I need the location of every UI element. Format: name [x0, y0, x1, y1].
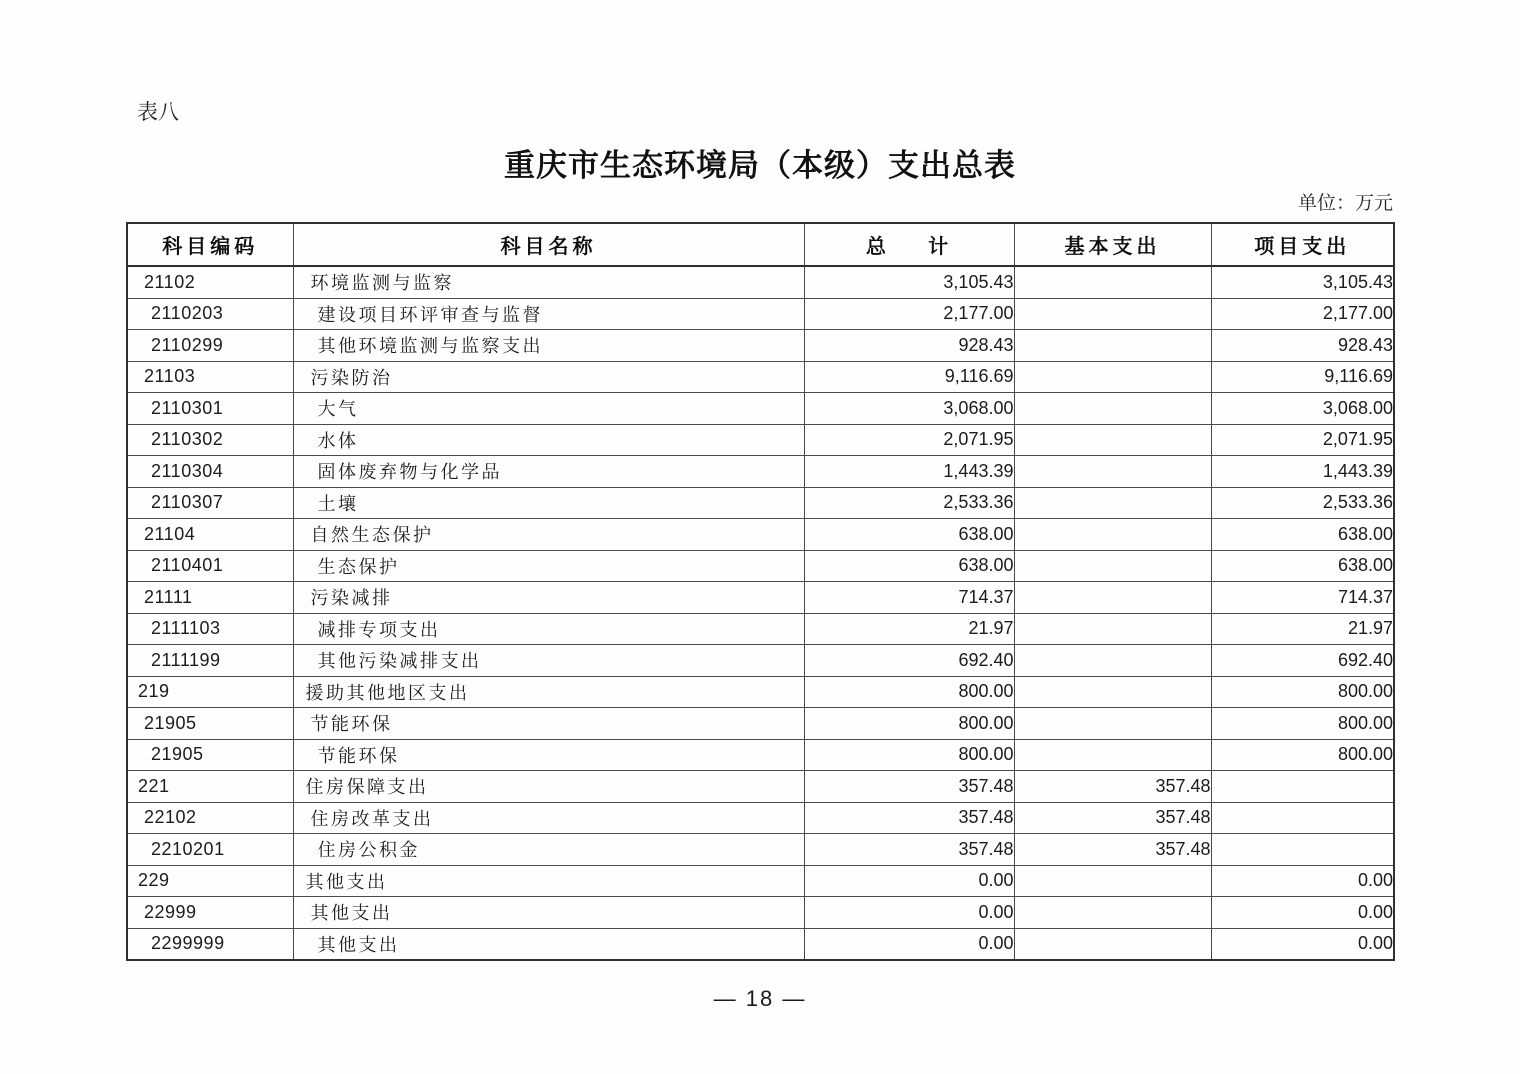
total-value-cell: 2,533.36	[804, 487, 1014, 519]
project-value-cell	[1211, 771, 1394, 803]
table-row	[127, 676, 1394, 708]
basic-value-cell	[1014, 550, 1211, 582]
table-row	[127, 739, 1394, 771]
basic-value-cell	[1014, 330, 1211, 362]
subject-code-cell: 2110203	[127, 298, 293, 330]
total-value-cell: 357.48	[804, 771, 1014, 803]
project-value-cell: 21.97	[1211, 613, 1394, 645]
subject-name-cell: 减排专项支出	[293, 613, 804, 645]
project-value-cell: 3,068.00	[1211, 393, 1394, 425]
project-value-cell: 2,177.00	[1211, 298, 1394, 330]
col-header-basic-expense: 基本支出	[1014, 223, 1211, 266]
subject-code-cell: 21905	[127, 739, 293, 771]
col-header-subject-name: 科目名称	[293, 223, 804, 266]
table-number-label: 表八	[137, 100, 179, 124]
basic-value-cell	[1014, 519, 1211, 551]
total-value-cell: 0.00	[804, 897, 1014, 929]
basic-value-cell	[1014, 676, 1211, 708]
table-row	[127, 456, 1394, 488]
total-value-cell: 714.37	[804, 582, 1014, 614]
basic-value-cell	[1014, 456, 1211, 488]
project-value-cell: 638.00	[1211, 550, 1394, 582]
table-row	[127, 865, 1394, 897]
table-row	[127, 834, 1394, 866]
table-row	[127, 613, 1394, 645]
subject-name-cell: 其他污染减排支出	[293, 645, 804, 677]
basic-value-cell: 357.48	[1014, 802, 1211, 834]
subject-name-cell: 援助其他地区支出	[293, 676, 804, 708]
total-value-cell: 9,116.69	[804, 361, 1014, 393]
table-row	[127, 550, 1394, 582]
subject-name-cell: 其他支出	[293, 928, 804, 960]
total-value-cell: 357.48	[804, 834, 1014, 866]
total-value-cell: 2,071.95	[804, 424, 1014, 456]
unit-note: 单位：万元	[1297, 193, 1393, 214]
total-value-cell: 0.00	[804, 865, 1014, 897]
subject-name-cell: 其他支出	[293, 865, 804, 897]
project-value-cell: 1,443.39	[1211, 456, 1394, 488]
table-row	[127, 330, 1394, 362]
total-value-cell: 3,105.43	[804, 266, 1014, 298]
table-row	[127, 519, 1394, 551]
project-value-cell: 2,533.36	[1211, 487, 1394, 519]
project-value-cell: 0.00	[1211, 865, 1394, 897]
table-row	[127, 928, 1394, 960]
subject-name-cell: 建设项目环评审查与监督	[293, 298, 804, 330]
expenditure-table-container	[126, 222, 1393, 961]
subject-code-cell: 21103	[127, 361, 293, 393]
total-value-cell: 3,068.00	[804, 393, 1014, 425]
subject-name-cell: 节能环保	[293, 708, 804, 740]
subject-code-cell: 221	[127, 771, 293, 803]
table-row	[127, 771, 1394, 803]
table-row	[127, 897, 1394, 929]
subject-code-cell: 2299999	[127, 928, 293, 960]
basic-value-cell: 357.48	[1014, 834, 1211, 866]
total-value-cell: 928.43	[804, 330, 1014, 362]
basic-value-cell	[1014, 865, 1211, 897]
subject-name-cell: 生态保护	[293, 550, 804, 582]
project-value-cell: 0.00	[1211, 897, 1394, 929]
subject-name-cell: 节能环保	[293, 739, 804, 771]
subject-code-cell: 2210201	[127, 834, 293, 866]
basic-value-cell	[1014, 298, 1211, 330]
subject-code-cell: 2110302	[127, 424, 293, 456]
subject-name-cell: 其他支出	[293, 897, 804, 929]
subject-name-cell: 环境监测与监察	[293, 266, 804, 298]
total-value-cell: 2,177.00	[804, 298, 1014, 330]
basic-value-cell	[1014, 424, 1211, 456]
expenditure-table	[126, 222, 1395, 961]
project-value-cell: 692.40	[1211, 645, 1394, 677]
subject-name-cell: 其他环境监测与监察支出	[293, 330, 804, 362]
project-value-cell: 800.00	[1211, 708, 1394, 740]
subject-code-cell: 21104	[127, 519, 293, 551]
project-value-cell: 0.00	[1211, 928, 1394, 960]
subject-code-cell: 2110301	[127, 393, 293, 425]
basic-value-cell	[1014, 613, 1211, 645]
basic-value-cell	[1014, 708, 1211, 740]
total-value-cell: 638.00	[804, 519, 1014, 551]
subject-code-cell: 22102	[127, 802, 293, 834]
subject-name-cell: 土壤	[293, 487, 804, 519]
project-value-cell: 638.00	[1211, 519, 1394, 551]
table-row	[127, 582, 1394, 614]
table-row	[127, 487, 1394, 519]
table-header-row	[127, 223, 1394, 266]
basic-value-cell	[1014, 393, 1211, 425]
table-row	[127, 424, 1394, 456]
basic-value-cell	[1014, 487, 1211, 519]
subject-name-cell: 污染减排	[293, 582, 804, 614]
basic-value-cell: 357.48	[1014, 771, 1211, 803]
subject-code-cell: 21102	[127, 266, 293, 298]
table-row	[127, 645, 1394, 677]
table-row	[127, 708, 1394, 740]
subject-code-cell: 2111199	[127, 645, 293, 677]
project-value-cell: 928.43	[1211, 330, 1394, 362]
table-row	[127, 802, 1394, 834]
col-header-project-expense: 项目支出	[1211, 223, 1394, 266]
subject-code-cell: 229	[127, 865, 293, 897]
subject-name-cell: 自然生态保护	[293, 519, 804, 551]
subject-code-cell: 21905	[127, 708, 293, 740]
project-value-cell: 800.00	[1211, 676, 1394, 708]
page-number: — 18 —	[713, 986, 807, 1011]
col-header-subject-code: 科目编码	[127, 223, 293, 266]
table-row	[127, 393, 1394, 425]
project-value-cell: 3,105.43	[1211, 266, 1394, 298]
page-title: 重庆市生态环境局（本级）支出总表	[504, 148, 1016, 183]
total-value-cell: 357.48	[804, 802, 1014, 834]
subject-code-cell: 2110307	[127, 487, 293, 519]
project-value-cell	[1211, 802, 1394, 834]
basic-value-cell	[1014, 897, 1211, 929]
total-value-cell: 800.00	[804, 676, 1014, 708]
project-value-cell: 9,116.69	[1211, 361, 1394, 393]
total-value-cell: 21.97	[804, 613, 1014, 645]
subject-name-cell: 水体	[293, 424, 804, 456]
table-row	[127, 361, 1394, 393]
subject-name-cell: 固体废弃物与化学品	[293, 456, 804, 488]
project-value-cell: 2,071.95	[1211, 424, 1394, 456]
table-row	[127, 266, 1394, 298]
basic-value-cell	[1014, 361, 1211, 393]
total-value-cell: 800.00	[804, 708, 1014, 740]
total-value-cell: 1,443.39	[804, 456, 1014, 488]
subject-name-cell: 住房保障支出	[293, 771, 804, 803]
subject-name-cell: 住房改革支出	[293, 802, 804, 834]
subject-code-cell: 2110401	[127, 550, 293, 582]
subject-code-cell: 2110299	[127, 330, 293, 362]
basic-value-cell	[1014, 739, 1211, 771]
subject-code-cell: 2110304	[127, 456, 293, 488]
subject-name-cell: 大气	[293, 393, 804, 425]
project-value-cell: 800.00	[1211, 739, 1394, 771]
subject-code-cell: 21111	[127, 582, 293, 614]
subject-name-cell: 污染防治	[293, 361, 804, 393]
subject-code-cell: 22999	[127, 897, 293, 929]
project-value-cell	[1211, 834, 1394, 866]
total-value-cell: 692.40	[804, 645, 1014, 677]
total-value-cell: 800.00	[804, 739, 1014, 771]
basic-value-cell	[1014, 582, 1211, 614]
project-value-cell: 714.37	[1211, 582, 1394, 614]
col-header-total: 总 计	[804, 223, 1014, 266]
subject-code-cell: 219	[127, 676, 293, 708]
table-row	[127, 298, 1394, 330]
total-value-cell: 638.00	[804, 550, 1014, 582]
basic-value-cell	[1014, 928, 1211, 960]
basic-value-cell	[1014, 266, 1211, 298]
subject-name-cell: 住房公积金	[293, 834, 804, 866]
subject-code-cell: 2111103	[127, 613, 293, 645]
total-value-cell: 0.00	[804, 928, 1014, 960]
basic-value-cell	[1014, 645, 1211, 677]
